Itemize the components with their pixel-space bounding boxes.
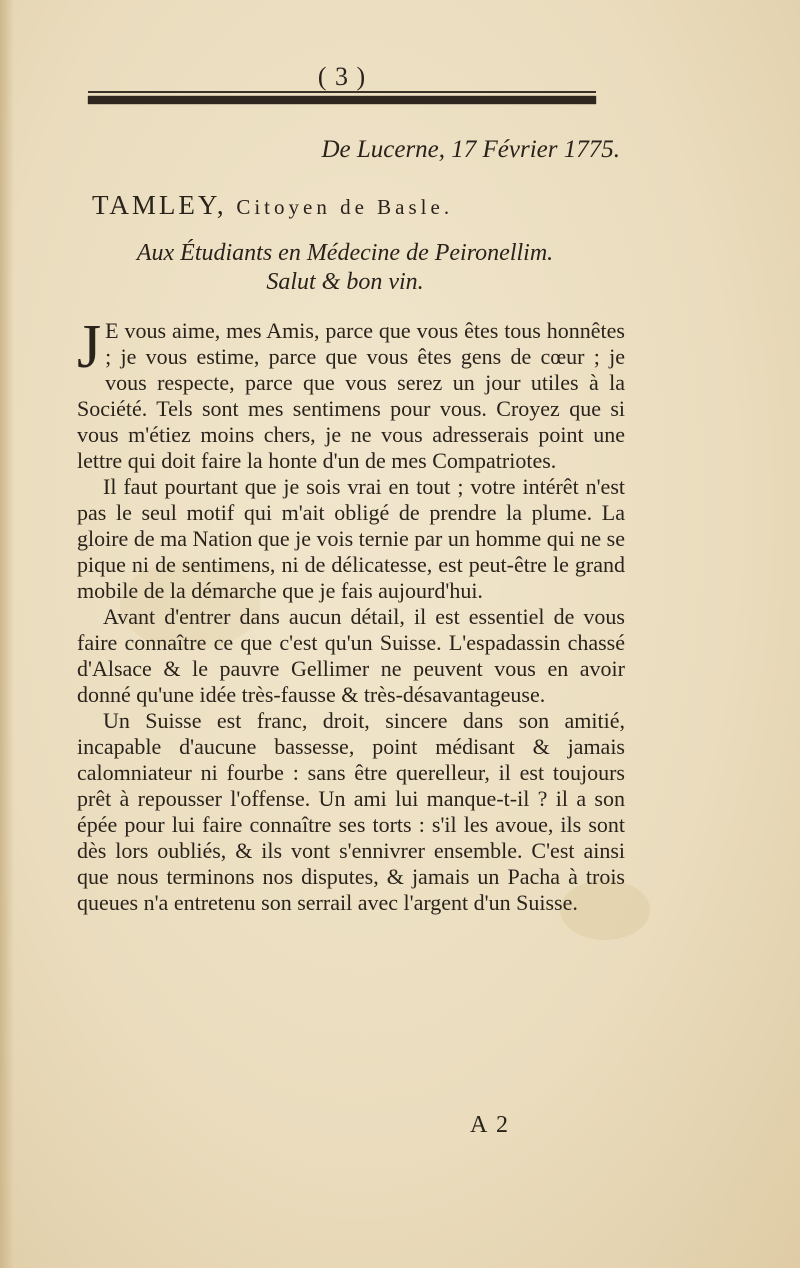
page-edge-shadow — [0, 0, 14, 1268]
header-rule — [88, 91, 596, 106]
paragraph-text: E vous aime, mes Amis, parce que vous êtes tous honnêtes ; je vous estime, parce que vous êtes gens de cœur ; je vous respecte, parce que vous serez un jour utiles à la Société. Tels sont mes sentimens pour vous. Croyez que si vous m'étiez moins chers, je ne vous adresserais point une lettre qui doit faire la honte d'un de mes Compatriotes. — [77, 318, 625, 473]
author-name: TAMLEY, — [92, 190, 227, 220]
letter-body — [77, 313, 626, 916]
salutation-greeting: Salut & bon vin. — [266, 269, 424, 295]
paragraph: Avant d'entrer dans aucun détail, il est essentiel de vous faire connaître ce que c'est qu'un Suisse. L'espadassin chassé d'Alsace & le pauvre Gellimer ne peuvent vous en avoir donné qu'une idée très-fausse & très-désavantageuse. — [77, 604, 625, 707]
page-number: ( 3 ) — [317, 62, 367, 91]
paragraph: Un Suisse est franc, droit, sincere dans son amitié, incapable d'aucune bassesse, point médisant & jamais calomniateur ni fourbe : sans être querelleur, il est toujours prêt à repousser l'offense. Un ami lui manque-t-il ? il a son épée pour lui faire connaître ses torts : s'il les avoue, ils sont dès lors oubliés, & ils vont s'ennivrer ensemble. C'est ainsi que nous terminons nos disputes, & jamais un Pacha à trois queues n'a entretenu son serrail avec l'argent d'un Suisse. — [77, 708, 625, 915]
salutation-addressee: Aux Étudiants en Médecine de Peironellim. — [136, 240, 554, 266]
paragraph — [77, 313, 625, 474]
dateline: De Lucerne, 17 Février 1775. — [321, 136, 620, 163]
author-title: Citoyen de Basle. — [236, 195, 454, 219]
letter-heading — [92, 190, 632, 221]
drop-cap: J — [77, 313, 102, 381]
signature-mark: A 2 — [470, 1112, 511, 1138]
paragraph: Il faut pourtant que je sois vrai en tout ; votre intérêt n'est pas le seul motif qui m'ait obligé de prendre la plume. La gloire de ma Nation que je vois ternie par un homme qui ne se pique ni de sentimens, ni de délicatesse, est peut-être le grand mobile de la démarche que je fais aujourd'hui. — [77, 474, 626, 603]
